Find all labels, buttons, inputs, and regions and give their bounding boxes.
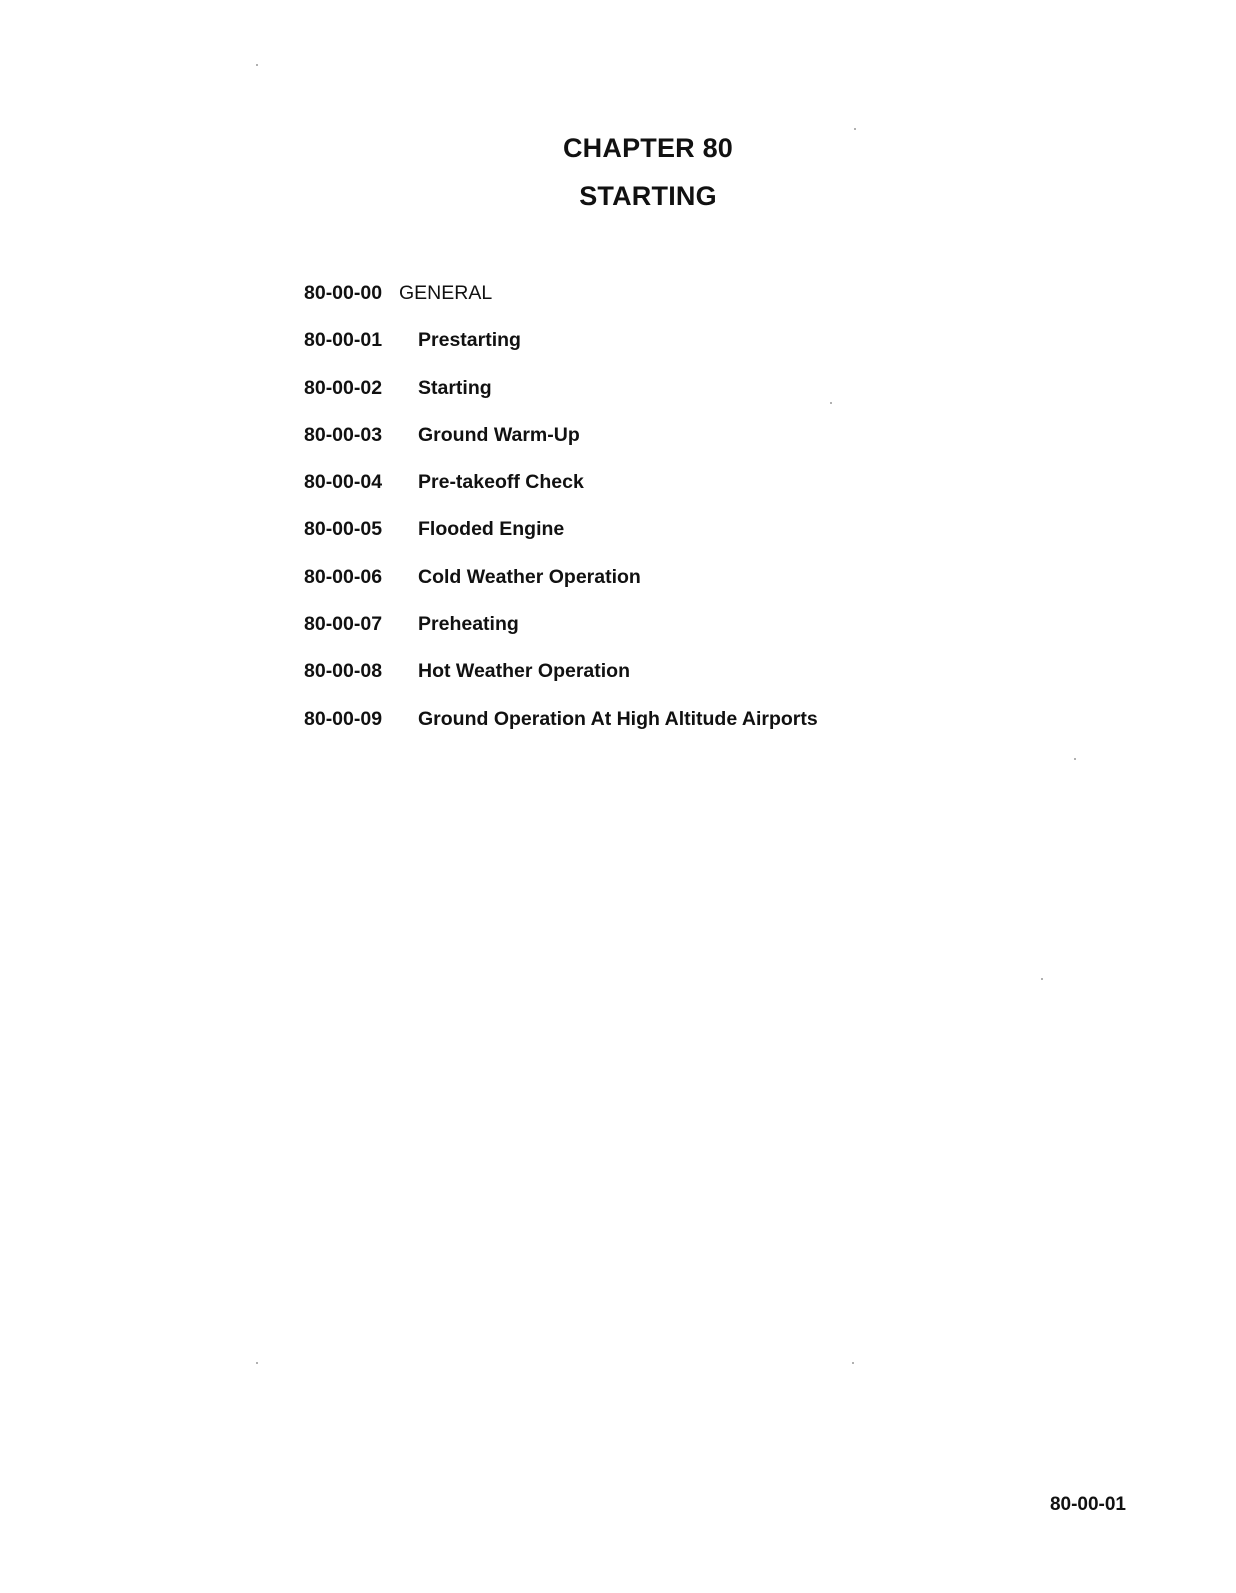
toc-code: 80-00-09 xyxy=(304,707,383,730)
toc-row xyxy=(304,377,1064,424)
scan-speck xyxy=(256,1362,258,1364)
toc-code: 80-00-03 xyxy=(304,423,383,446)
toc-code: 80-00-07 xyxy=(304,613,383,636)
toc-code: 80-00-02 xyxy=(304,376,383,399)
toc-row-general xyxy=(304,282,1064,329)
page-number: 80-00-01 xyxy=(1049,1494,1126,1515)
toc-row xyxy=(304,708,1064,755)
scan-speck xyxy=(1041,978,1043,980)
toc-row xyxy=(304,660,1064,707)
scan-speck xyxy=(830,402,832,404)
toc-title: Ground Warm-Up xyxy=(418,423,580,446)
scan-speck xyxy=(854,128,856,130)
toc-title: Cold Weather Operation xyxy=(418,565,641,588)
toc-code: 80-00-08 xyxy=(304,660,383,683)
toc-row xyxy=(304,613,1064,660)
chapter-name: STARTING xyxy=(579,181,717,211)
toc-title: Pre-takeoff Check xyxy=(418,471,584,494)
toc-row xyxy=(304,518,1064,565)
toc-title: Hot Weather Operation xyxy=(418,660,630,683)
scan-speck xyxy=(852,1362,854,1364)
toc-title: Preheating xyxy=(418,613,519,636)
toc-code: 80-00-06 xyxy=(304,565,383,588)
toc-code: 80-00-01 xyxy=(304,329,383,352)
chapter-number: CHAPTER 80 xyxy=(562,133,734,163)
toc-code: 80-00-00 xyxy=(304,282,383,304)
scan-speck xyxy=(1074,758,1076,760)
toc-title: Flooded Engine xyxy=(418,518,565,541)
scan-speck xyxy=(256,64,258,66)
toc-code: 80-00-05 xyxy=(304,518,383,541)
toc-title: Prestarting xyxy=(418,329,521,352)
toc-row xyxy=(304,329,1064,376)
toc-title: GENERAL xyxy=(399,282,493,304)
toc-row xyxy=(304,424,1064,471)
toc-title: Ground Operation At High Altitude Airports xyxy=(418,707,818,730)
toc-row xyxy=(304,471,1064,518)
toc-row xyxy=(304,566,1064,613)
table-of-contents xyxy=(304,282,1064,755)
toc-title: Starting xyxy=(418,376,492,399)
toc-code: 80-00-04 xyxy=(304,471,383,494)
